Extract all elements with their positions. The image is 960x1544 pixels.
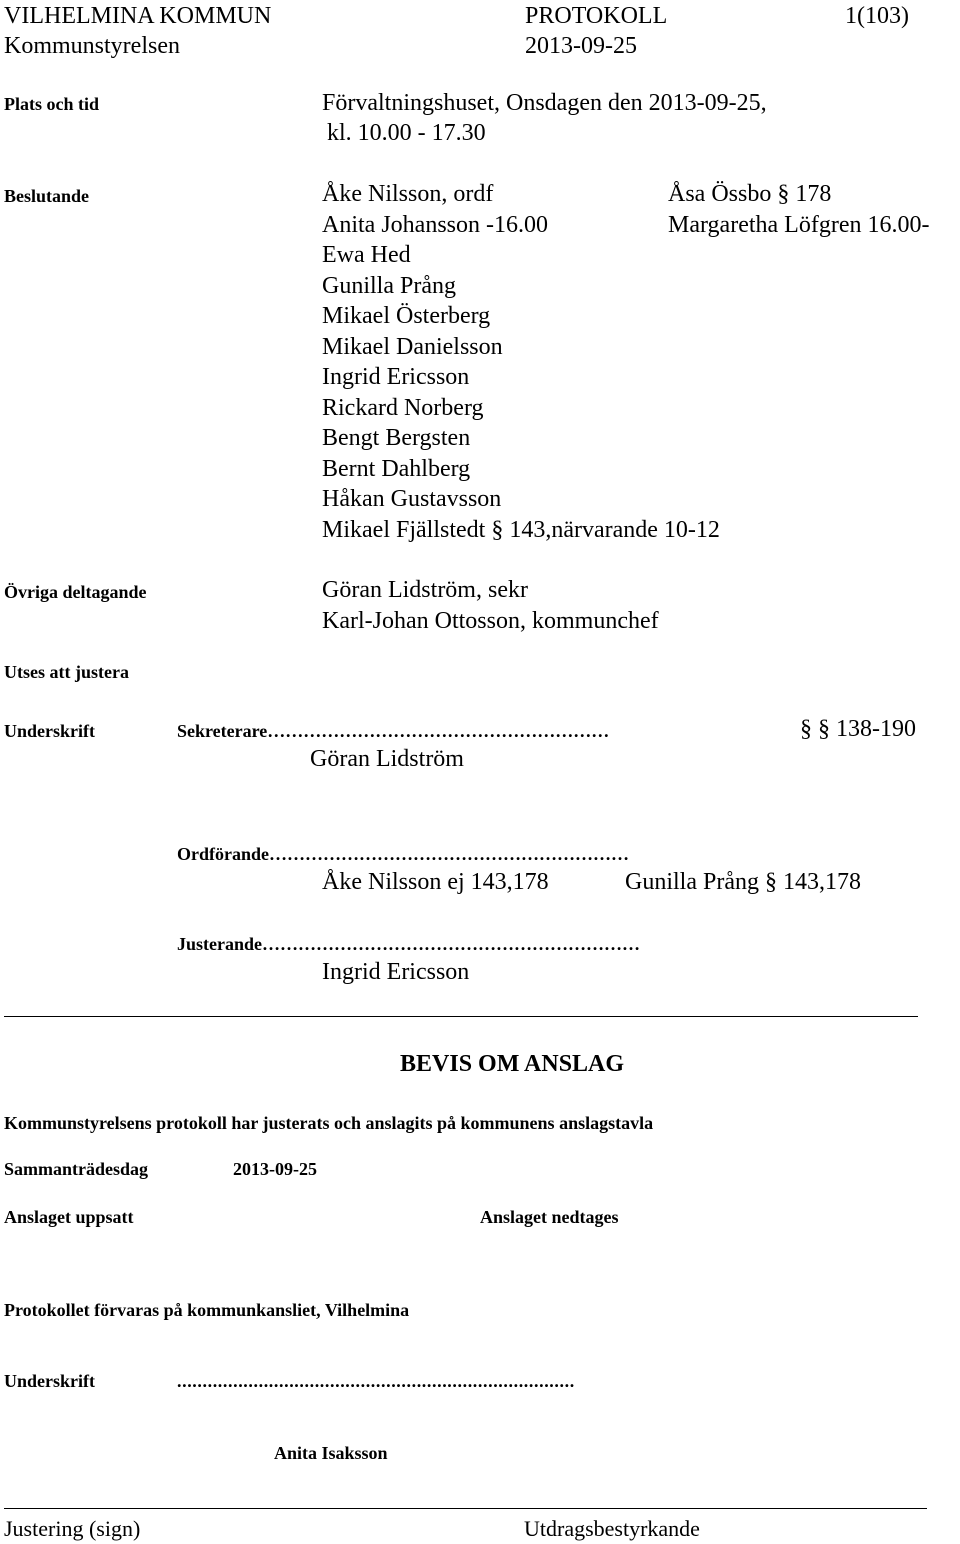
certificate-signature-label: Underskrift <box>4 1371 95 1391</box>
meeting-day-label: Sammanträdesdag <box>4 1159 149 1179</box>
secretary-paragraphs: § § 138-190 <box>800 716 916 742</box>
signature-label: Underskrift <box>4 721 95 741</box>
deciding-label: Beslutande <box>4 186 90 206</box>
removed-label: Anslaget nedtages <box>480 1207 619 1227</box>
chair-name: Åke Nilsson ej 143,178 <box>322 869 549 895</box>
secretary-name: Göran Lidström <box>310 746 464 772</box>
other-participant-1: Göran Lidström, sekr <box>322 577 528 603</box>
others-label: Övriga deltagande <box>4 582 147 602</box>
posted-label: Anslaget uppsatt <box>4 1207 134 1227</box>
section-divider <box>4 1016 918 1017</box>
deciding-member: Rickard Norberg <box>322 394 484 421</box>
signature-dots: .............................................................................. <box>177 1371 575 1391</box>
place-time-label: Plats och tid <box>4 94 100 114</box>
place-time-line2: kl. 10.00 - 17.30 <box>327 120 486 146</box>
deciding-member: Bengt Bergsten <box>322 425 471 451</box>
footer-adjustment: Justering (sign) <box>4 1516 141 1541</box>
footer-divider <box>4 1508 927 1509</box>
committee-name: Kommunstyrelsen <box>4 33 180 59</box>
chair-label: Ordförande…………………………………………………… <box>177 844 629 864</box>
signer-name: Anita Isaksson <box>274 1443 388 1463</box>
deciding-member: Bernt Dahlberg <box>322 455 471 482</box>
certificate-title: BEVIS OM ANSLAG <box>400 1051 625 1077</box>
footer-certified-extract: Utdragsbestyrkande <box>524 1516 700 1541</box>
storage-note: Protokollet förvaras på kommunkansliet, Vilhelmina <box>4 1300 410 1320</box>
deciding-member-alt-1: Åsa Össbo § 178 <box>668 181 832 207</box>
secretary-label: Sekreterare………………………………………………… <box>177 721 610 741</box>
other-participant-2: Karl-Johan Ottosson, kommunchef <box>322 608 659 634</box>
chair-alt-name: Gunilla Prång § 143,178 <box>625 869 861 895</box>
adjuster-label: Justerande……………………………………………………… <box>177 934 640 954</box>
deciding-member: Anita Johansson -16.00 <box>322 211 548 238</box>
deciding-member: Mikael Danielsson <box>322 333 503 360</box>
certificate-statement: Kommunstyrelsens protokoll har justerats och anslagits på kommunens anslagstavla <box>4 1113 654 1133</box>
deciding-member: Mikael Österberg <box>322 303 491 329</box>
deciding-member-alt-2: Margaretha Löfgren 16.00- <box>668 212 930 238</box>
deciding-member: Ingrid Ericsson <box>322 364 470 390</box>
adjuster-name: Ingrid Ericsson <box>322 959 470 985</box>
doc-type: PROTOKOLL <box>525 3 668 29</box>
deciding-member: Ewa Hed <box>322 242 411 268</box>
page-number: 1(103) <box>845 3 909 29</box>
meeting-day-value: 2013-09-25 <box>233 1159 317 1179</box>
deciding-member: Gunilla Prång <box>322 272 456 299</box>
meeting-date: 2013-09-25 <box>525 33 637 59</box>
adjusters-label: Utses att justera <box>4 662 129 682</box>
place-time-line1: Förvaltningshuset, Onsdagen den 2013-09-25, <box>322 90 767 116</box>
deciding-member: Mikael Fjällstedt § 143,närvarande 10-12 <box>322 516 720 543</box>
deciding-member: Åke Nilsson, ordf <box>322 181 494 207</box>
deciding-member: Håkan Gustavsson <box>322 486 502 512</box>
org-name: VILHELMINA KOMMUN <box>4 3 272 29</box>
